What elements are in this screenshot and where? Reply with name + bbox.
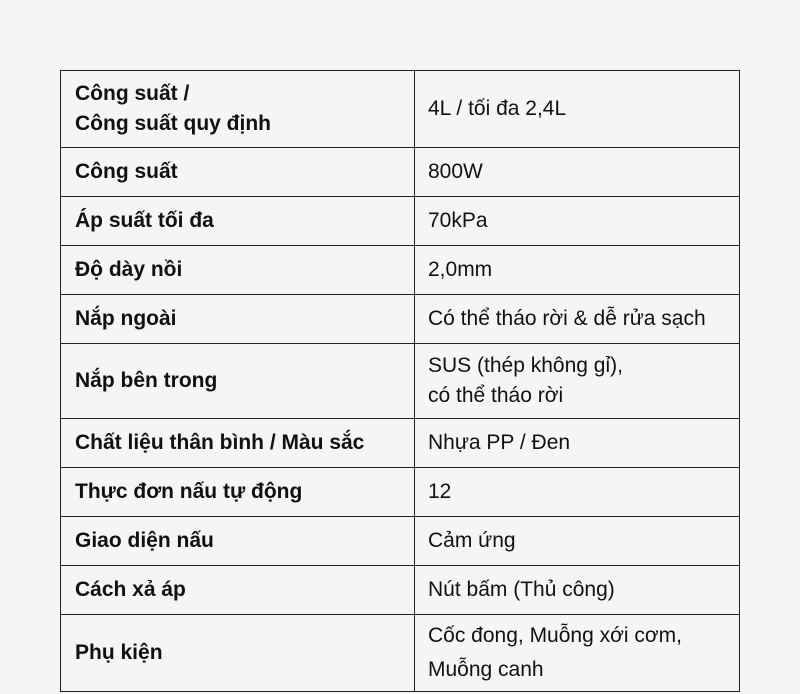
- row-value: [415, 468, 740, 517]
- row-label-line: Áp suất tối đa: [75, 209, 214, 232]
- row-label: [61, 566, 415, 615]
- row-value-line: 70kPa: [428, 209, 488, 232]
- row-label-line: Công suất: [75, 160, 178, 183]
- row-label-line: Độ dày nồi: [75, 258, 183, 281]
- spec-table: [60, 70, 740, 692]
- row-label: [61, 615, 415, 692]
- row-label: [61, 517, 415, 566]
- row-value-line: Nhựa PP / Đen: [428, 431, 571, 454]
- row-label-line: Nắp bên trong: [75, 369, 218, 392]
- row-label-line: Thực đơn nấu tự động: [75, 480, 303, 503]
- row-label: [61, 197, 415, 246]
- table-row: [61, 344, 740, 419]
- row-label: [61, 344, 415, 419]
- row-label: [61, 295, 415, 344]
- table-row: [61, 71, 740, 148]
- row-value: [415, 344, 740, 419]
- row-value: [415, 566, 740, 615]
- table-row: [61, 517, 740, 566]
- row-value: [415, 419, 740, 468]
- row-value: [415, 615, 740, 692]
- row-value-line: 2,0mm: [428, 258, 493, 281]
- table-row: [61, 295, 740, 344]
- row-value-line: Muỗng canh: [428, 658, 544, 681]
- row-label-line: Nắp ngoài: [75, 307, 177, 330]
- row-value-line: Cảm ứng: [428, 529, 516, 552]
- row-label: [61, 468, 415, 517]
- row-label-line: Giao diện nấu: [75, 529, 214, 552]
- table-row: [61, 148, 740, 197]
- row-label-line: Chất liệu thân bình / Màu sắc: [75, 431, 365, 454]
- table-row: [61, 615, 740, 692]
- row-value: [415, 246, 740, 295]
- row-value: [415, 71, 740, 148]
- table-row: [61, 419, 740, 468]
- row-value-line: 800W: [428, 160, 483, 183]
- row-value-line: 4L / tối đa 2,4L: [428, 97, 567, 120]
- table-row: [61, 468, 740, 517]
- row-value-line: Cốc đong, Muỗng xới cơm,: [428, 624, 682, 647]
- row-label: [61, 71, 415, 148]
- table-row: [61, 246, 740, 295]
- row-label-line: Công suất quy định: [75, 112, 271, 135]
- row-value-line: có thể tháo rời: [428, 384, 564, 407]
- row-label-line: Cách xả áp: [75, 578, 186, 601]
- row-label: [61, 419, 415, 468]
- row-value: [415, 197, 740, 246]
- row-label: [61, 246, 415, 295]
- row-label-line: Phụ kiện: [75, 641, 163, 664]
- row-label: [61, 148, 415, 197]
- row-label-line: Công suất /: [75, 82, 190, 105]
- row-value-line: 12: [428, 480, 452, 503]
- row-value-line: SUS (thép không gỉ),: [428, 354, 623, 377]
- table-row: [61, 197, 740, 246]
- row-value-line: Nút bấm (Thủ công): [428, 578, 615, 601]
- row-value-line: Có thể tháo rời & dễ rửa sạch: [428, 307, 706, 330]
- row-value: [415, 517, 740, 566]
- table-row: [61, 566, 740, 615]
- row-value: [415, 148, 740, 197]
- row-value: [415, 295, 740, 344]
